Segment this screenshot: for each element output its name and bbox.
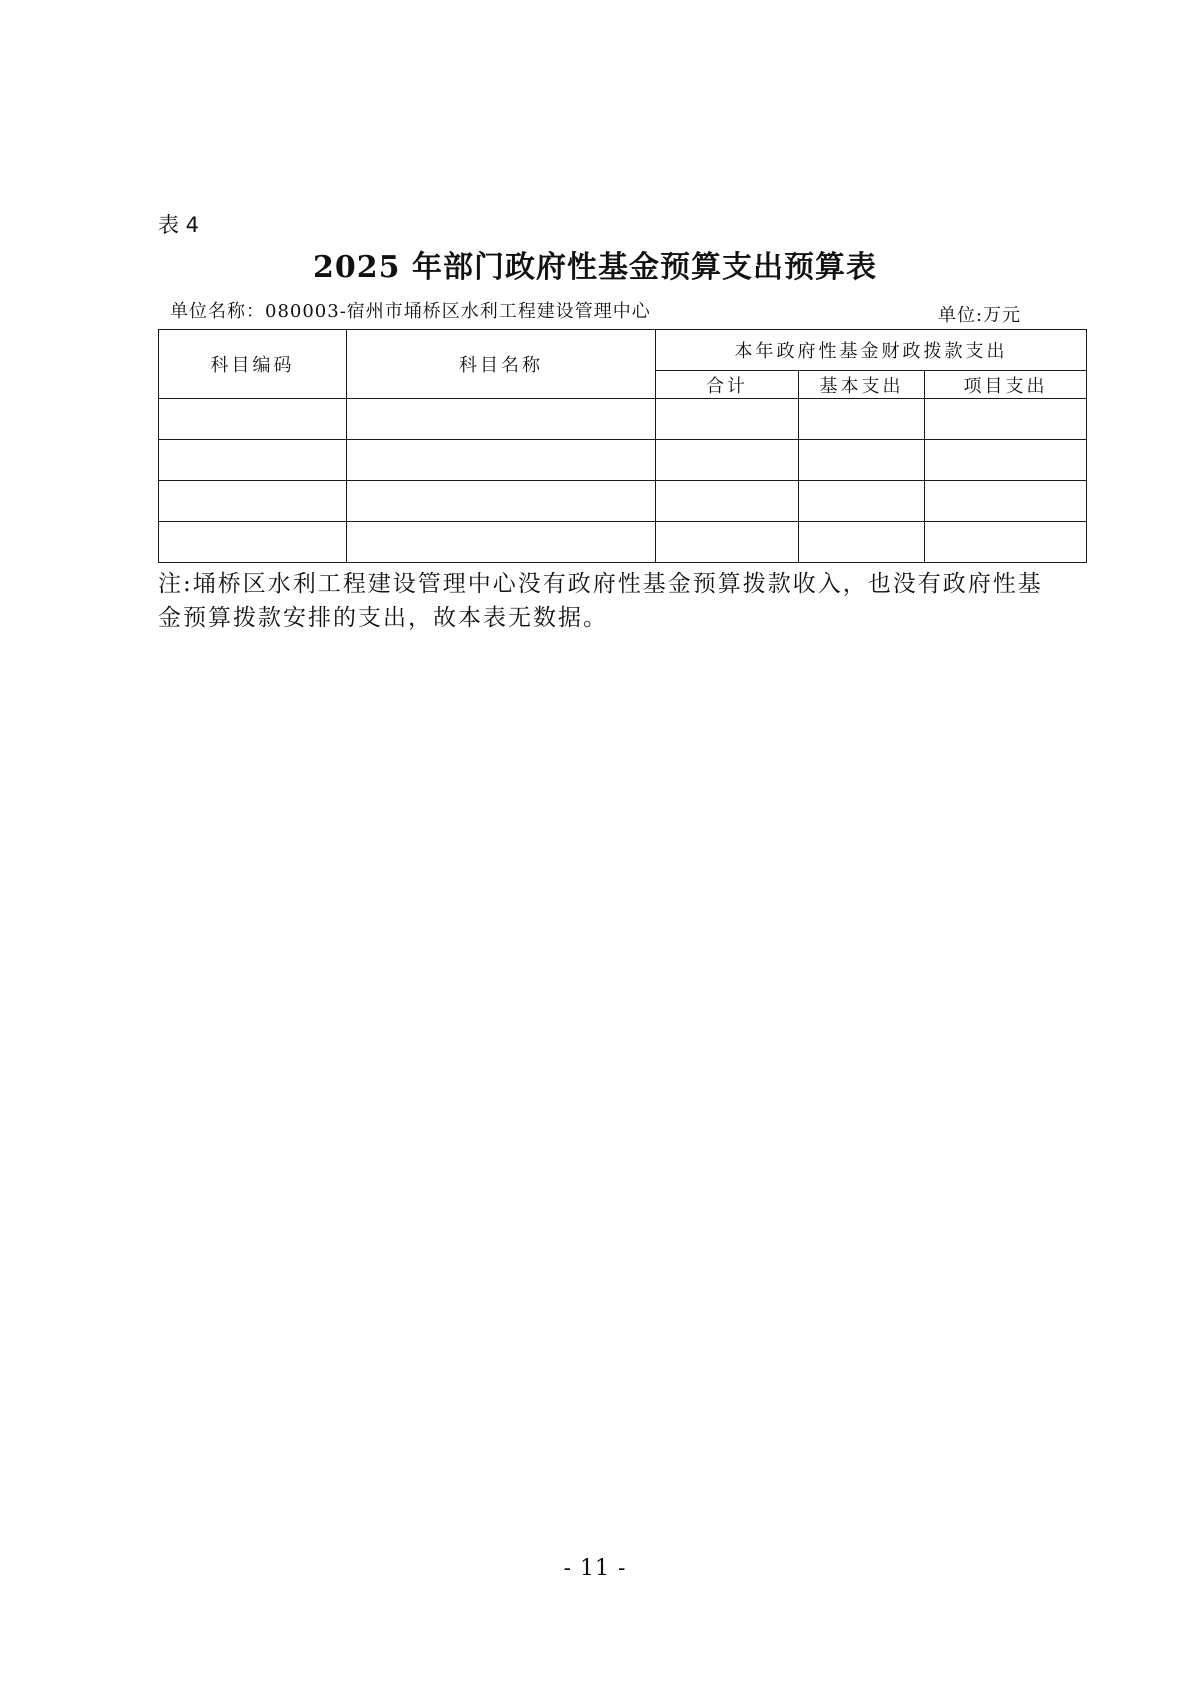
table-note: 注:埇桥区水利工程建设管理中心没有政府性基金预算拨款收入，也没有政府性基金预算拨款安排的支出，故本表无数据。: [158, 571, 1043, 631]
currency-unit: 单位:万元: [938, 305, 1022, 326]
cell-basic: [799, 522, 925, 563]
cell-subject-code: [159, 399, 347, 440]
table-row: [159, 399, 1087, 440]
cell-subject-code: [159, 440, 347, 481]
header-total: 合计: [656, 371, 799, 399]
header-project-expenditure: 项目支出: [925, 371, 1087, 399]
header-fund-expenditure-group: 本年政府性基金财政拨款支出: [656, 330, 1087, 371]
cell-basic: [799, 481, 925, 522]
cell-subject-name: [347, 481, 656, 522]
cell-basic: [799, 440, 925, 481]
table-row: [159, 522, 1087, 563]
cell-project: [925, 440, 1087, 481]
header-subject-name: 科目名称: [347, 330, 656, 399]
table-row: [159, 481, 1087, 522]
page-number: - 11 -: [563, 1556, 627, 1581]
table-label: 表 4: [158, 213, 200, 237]
cell-project: [925, 399, 1087, 440]
unit-name: 单位名称：080003-宿州市埇桥区水利工程建设管理中心: [170, 301, 651, 322]
cell-total: [656, 481, 799, 522]
budget-table: [158, 329, 1087, 563]
cell-total: [656, 522, 799, 563]
cell-subject-code: [159, 481, 347, 522]
cell-subject-name: [347, 522, 656, 563]
cell-subject-name: [347, 440, 656, 481]
cell-project: [925, 522, 1087, 563]
page-title: 2025 年部门政府性基金预算支出预算表: [313, 250, 877, 285]
header-basic-expenditure: 基本支出: [799, 371, 925, 399]
cell-basic: [799, 399, 925, 440]
cell-subject-name: [347, 399, 656, 440]
cell-subject-code: [159, 522, 347, 563]
table-row: [159, 440, 1087, 481]
cell-total: [656, 440, 799, 481]
cell-project: [925, 481, 1087, 522]
header-subject-code: 科目编码: [159, 330, 347, 399]
cell-total: [656, 399, 799, 440]
